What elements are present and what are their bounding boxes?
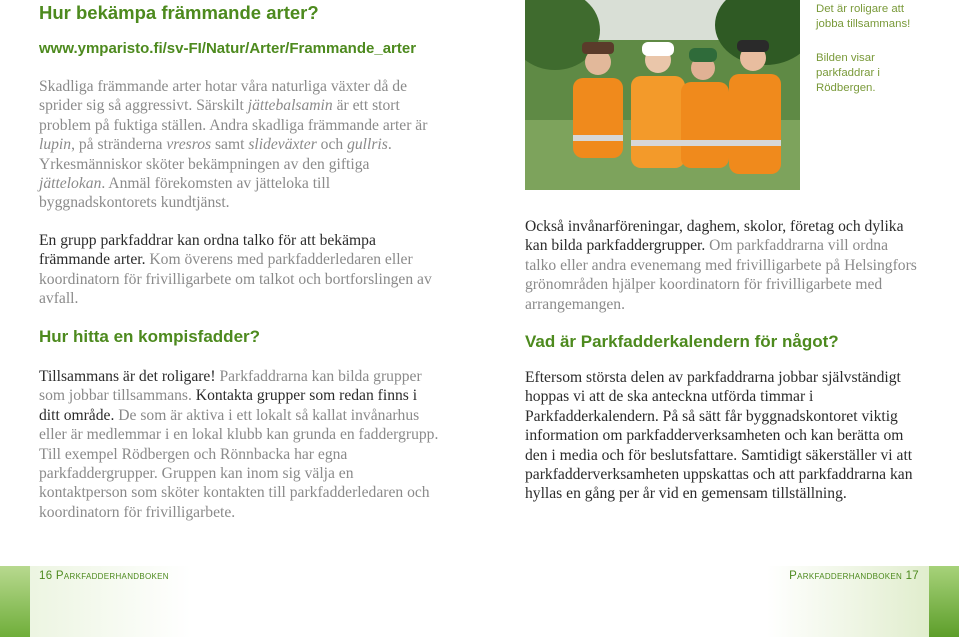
footer-right — [789, 570, 919, 582]
footer-right-accent — [929, 566, 959, 637]
paragraph-groups: Också invånarföreningar, daghem, skolor, företag och dylika kan bilda parkfaddergrupper. Om parkfaddrarna vill ordna talko eller andra evenemang med frivilligarbete på Helsingfors grönområden hjälper koordinatorn för frivilligarbete med arrangemangen. — [525, 218, 917, 313]
paragraph-together: Tillsammans är det roligare! Parkfaddrarna kan bilda grupper som jobbar tillsammans. Kontakta grupper som redan finns i ditt område. De som är aktiva i ett lokalt så kallat invånarhus eller är medlemmar i en lokal klubb kan grunda en faddergrupp. Till exempel Rödbergen och Rönnbacka har egna parkfaddergrupper. Gruppen kan inom sig välja en kontaktperson som sköter kontakten till parkfadderledaren och koordinatorn för frivilligarbete. — [39, 368, 439, 521]
photo-caption-together: Det är roligare att jobba tillsammans! — [816, 3, 911, 30]
footer-left — [39, 570, 169, 582]
heading-invasive-species: Hur bekämpa främmande arter? — [39, 2, 319, 23]
paragraph-calendar: Eftersom största delen av parkfaddrarna jobbar självständigt hoppas vi att de ska anteckna utförda timmar i Parkfadderkalendern. På så sätt får byggnadskontoret viktig information om parkfadderverksamheten och kan berätta om den i media och för beslutsfattare. Samtidigt säkerställer vi att parkfadderverksamheten uppskattas och att parkfaddrarna kan hyllas en gång per år vid en gemensam tillställning. — [525, 369, 913, 503]
reference-url[interactable]: www.ymparisto.fi/sv-FI/Natur/Arter/Frammande_arter — [39, 40, 417, 57]
footer-left-accent — [0, 566, 30, 637]
footer-title-right: Parkfadderhandboken — [789, 570, 903, 582]
footer-title-left: Parkfadderhandboken — [55, 570, 169, 582]
heading-calendar: Vad är Parkfadderkalendern för något? — [525, 332, 839, 351]
photo-park-volunteers — [525, 0, 800, 190]
page-number-right: 17 — [905, 570, 919, 582]
page-number-left: 16 — [39, 570, 53, 582]
paragraph-talko: En grupp parkfaddrar kan ordna talko för att bekämpa främmande arter. Kom överens med parkfadderledaren eller koordinatorn för frivilligarbete om talkot och bortforslingen av avfall. — [39, 232, 432, 308]
paragraph-invasive-species: Skadliga främmande arter hotar våra naturliga växter då de sprider sig så aggressivt. Särskilt jättebalsamin är ett stort problem på fuktiga ställen. Andra skadliga främmande arter är lupin, på stränderna vresros samt slideväxter och gullris. Yrkesmänniskor sköter bekämpningen av den giftiga jättelokan. Anmäl förekomsten av jätteloka till byggnadskontorets kundtjänst. — [39, 78, 428, 212]
photo-caption-rodbergen: Bilden visar parkfaddrar i Rödbergen. — [816, 52, 880, 94]
heading-find-buddy: Hur hitta en kompisfadder? — [39, 327, 261, 346]
volunteers-illustration — [525, 0, 800, 190]
